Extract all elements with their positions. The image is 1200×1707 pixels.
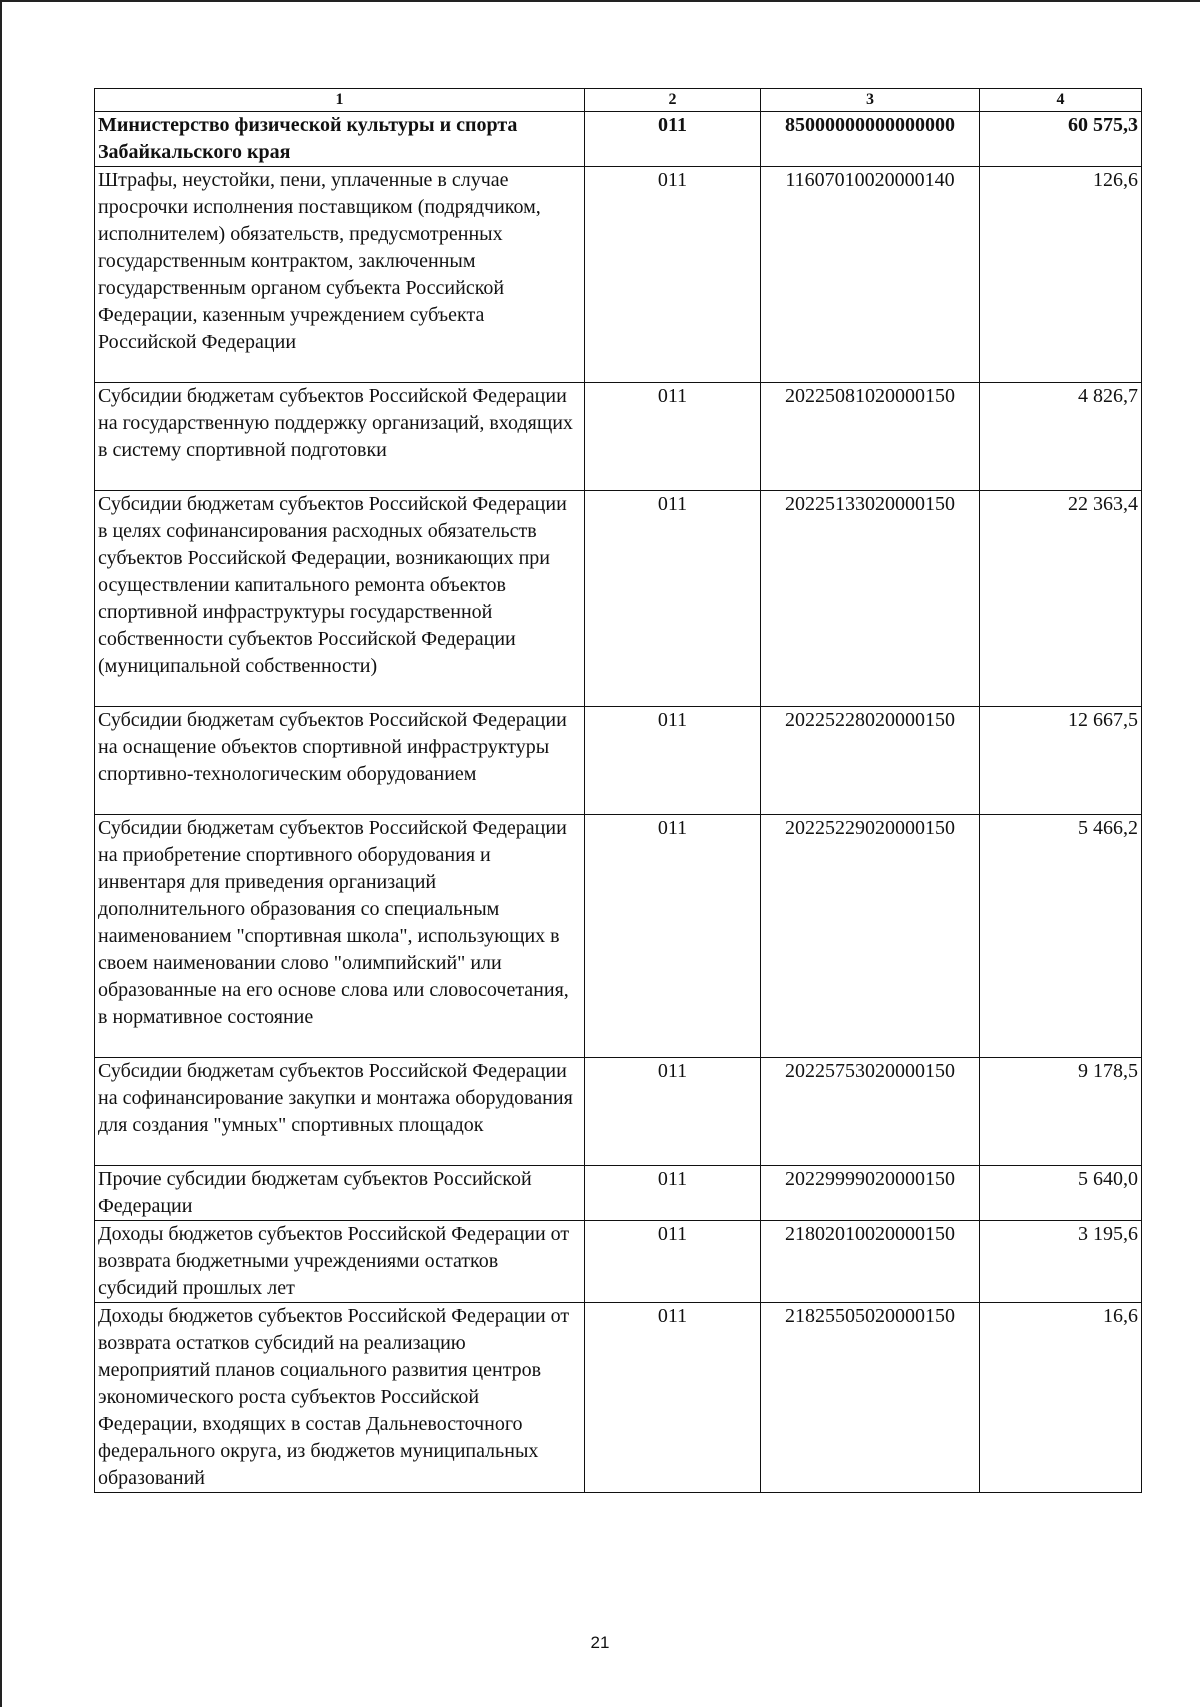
row-budget-code: 20225133020000150 xyxy=(761,491,980,707)
table-row xyxy=(95,1221,1142,1303)
table-row xyxy=(95,707,1142,815)
row-admin-code: 011 xyxy=(585,383,761,491)
column-header-4: 4 xyxy=(980,89,1142,112)
row-admin-code: 011 xyxy=(585,491,761,707)
table-row xyxy=(95,1166,1142,1221)
row-name: Доходы бюджетов субъектов Российской Федерации от возврата бюджетными учреждениями остатков субсидий прошлых лет xyxy=(95,1221,585,1303)
column-header-2: 2 xyxy=(585,89,761,112)
table-row xyxy=(95,815,1142,1058)
header-row xyxy=(95,89,1142,112)
row-admin-code: 011 xyxy=(585,707,761,815)
table-row xyxy=(95,112,1142,167)
row-amount: 12 667,5 xyxy=(980,707,1142,815)
row-name: Субсидии бюджетам субъектов Российской Федерации на оснащение объектов спортивной инфраструктуры спортивно-технологическим оборудованием xyxy=(95,707,585,815)
row-name: Министерство физической культуры и спорта Забайкальского края xyxy=(95,112,585,167)
table-row xyxy=(95,1058,1142,1166)
row-name: Доходы бюджетов субъектов Российской Федерации от возврата остатков субсидий на реализацию мероприятий планов социального развития центров экономического роста субъектов Российской Федерации, входящих в состав Дальневосточного федерального округа, из бюджетов муниципальных образований xyxy=(95,1303,585,1493)
row-budget-code: 21802010020000150 xyxy=(761,1221,980,1303)
row-amount: 5 640,0 xyxy=(980,1166,1142,1221)
column-header-3: 3 xyxy=(761,89,980,112)
row-name: Штрафы, неустойки, пени, уплаченные в случае просрочки исполнения поставщиком (подрядчиком, исполнителем) обязательств, предусмотренных государственным контрактом, заключенным государственным органом субъекта Российской Федерации, казенным учреждением субъекта Российской Федерации xyxy=(95,167,585,383)
row-amount: 60 575,3 xyxy=(980,112,1142,167)
row-budget-code: 11607010020000140 xyxy=(761,167,980,383)
row-amount: 3 195,6 xyxy=(980,1221,1142,1303)
table-row xyxy=(95,1303,1142,1493)
row-budget-code: 85000000000000000 xyxy=(761,112,980,167)
row-name: Субсидии бюджетам субъектов Российской Федерации на приобретение спортивного оборудования и инвентаря для приведения организаций дополнительного образования со специальным наименованием "спортивная школа", использующих в своем наименовании слово "олимпийский" или образованные на его основе слова или словосочетания, в нормативное состояние xyxy=(95,815,585,1058)
table-row xyxy=(95,383,1142,491)
column-header-1: 1 xyxy=(95,89,585,112)
row-amount: 9 178,5 xyxy=(980,1058,1142,1166)
row-amount: 16,6 xyxy=(980,1303,1142,1493)
row-budget-code: 20225229020000150 xyxy=(761,815,980,1058)
row-admin-code: 011 xyxy=(585,1221,761,1303)
row-budget-code: 20225228020000150 xyxy=(761,707,980,815)
row-name: Субсидии бюджетам субъектов Российской Федерации на государственную поддержку организаций, входящих в систему спортивной подготовки xyxy=(95,383,585,491)
row-amount: 22 363,4 xyxy=(980,491,1142,707)
row-budget-code: 20225081020000150 xyxy=(761,383,980,491)
row-budget-code: 20229999020000150 xyxy=(761,1166,980,1221)
row-budget-code: 21825505020000150 xyxy=(761,1303,980,1493)
table-row xyxy=(95,167,1142,383)
row-amount: 4 826,7 xyxy=(980,383,1142,491)
row-admin-code: 011 xyxy=(585,167,761,383)
row-name: Субсидии бюджетам субъектов Российской Федерации в целях софинансирования расходных обязательств субъектов Российской Федерации, возникающих при осуществлении капитального ремонта объектов спортивной инфраструктуры государственной собственности субъектов Российской Федерации (муниципальной собственности) xyxy=(95,491,585,707)
revenue-table xyxy=(94,88,1142,1493)
row-admin-code: 011 xyxy=(585,1166,761,1221)
row-amount: 126,6 xyxy=(980,167,1142,383)
row-admin-code: 011 xyxy=(585,815,761,1058)
row-admin-code: 011 xyxy=(585,112,761,167)
page-number: 21 xyxy=(590,1633,610,1652)
row-budget-code: 20225753020000150 xyxy=(761,1058,980,1166)
row-admin-code: 011 xyxy=(585,1303,761,1493)
row-amount: 5 466,2 xyxy=(980,815,1142,1058)
row-admin-code: 011 xyxy=(585,1058,761,1166)
row-name: Субсидии бюджетам субъектов Российской Федерации на софинансирование закупки и монтажа оборудования для создания "умных" спортивных площадок xyxy=(95,1058,585,1166)
table-row xyxy=(95,491,1142,707)
row-name: Прочие субсидии бюджетам субъектов Российской Федерации xyxy=(95,1166,585,1221)
